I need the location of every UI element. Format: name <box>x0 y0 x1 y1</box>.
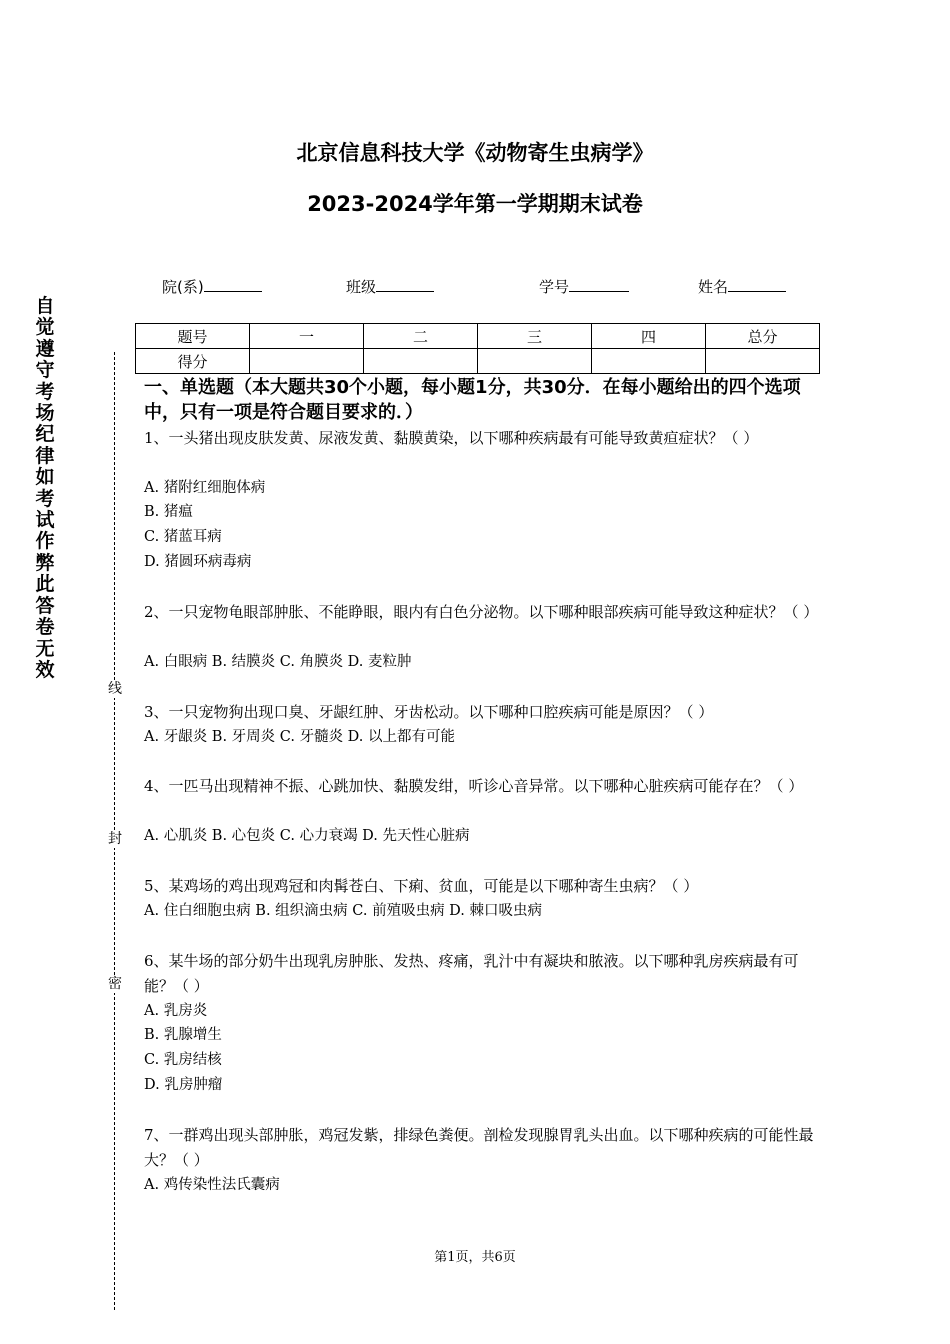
exam-title: 北京信息科技大学《动物寄生虫病学》 <box>296 141 654 165</box>
department-field <box>162 276 262 297</box>
question-3-options: A. 牙龈炎 B. 牙周炎 C. 牙髓炎 D. 以上都有可能 <box>144 729 456 745</box>
student-id-label: 学号 <box>539 278 570 296</box>
question-2-options: A. 白眼病 B. 结膜炎 C. 角膜炎 D. 麦粒肿 <box>144 654 412 670</box>
page-number: 第1页，共6页 <box>434 1250 516 1265</box>
seal-char-xian: 线 <box>108 681 122 697</box>
seal-char-mi: 密 <box>108 976 122 992</box>
question-1-option-b: B. 猪瘟 <box>144 504 193 520</box>
department-blank[interactable] <box>204 277 262 292</box>
seal-char-feng: 封 <box>108 831 122 847</box>
score-table <box>135 323 820 374</box>
question-3-text: 3、一只宠物狗出现口臭、牙龈红肿、牙齿松动。以下哪种口腔疾病可能是原因？（ ） <box>144 703 714 721</box>
student-id-blank[interactable] <box>569 277 629 292</box>
question-1-option-a: A. 猪附红细胞体病 <box>144 480 266 496</box>
sidebar-notice: 自觉遵守考场纪律如考试作弊此答卷无效 <box>35 295 55 681</box>
score-header-cell: 四 <box>592 324 706 349</box>
score-header-cell: 二 <box>364 324 478 349</box>
score-row-label: 得分 <box>136 349 250 374</box>
question-5-text: 5、某鸡场的鸡出现鸡冠和肉髯苍白、下痢、贫血，可能是以下哪种寄生虫病？（ ） <box>144 877 699 895</box>
question-1-text: 1、一头猪出现皮肤发黄、尿液发黄、黏膜黄染，以下哪种疾病最有可能导致黄疸症状？（ ） <box>144 429 759 447</box>
question-7-text: 7、一群鸡出现头部肿胀，鸡冠发紫，排绿色粪便。剖检发现腺胃乳头出血。以下哪种疾病的可能性最大？（ ） <box>144 1126 814 1169</box>
class-label: 班级 <box>346 278 377 296</box>
question-4-options: A. 心肌炎 B. 心包炎 C. 心力衰竭 D. 先天性心脏病 <box>144 828 470 844</box>
score-table-header-row <box>136 324 820 349</box>
question-6-option-c: C. 乳房结核 <box>144 1052 222 1068</box>
score-cell[interactable] <box>706 349 820 374</box>
exam-subtitle: 2023-2024学年第一学期期末试卷 <box>307 192 643 216</box>
score-table-score-row <box>136 349 820 374</box>
question-2-text: 2、一只宠物龟眼部肿胀、不能睁眼，眼内有白色分泌物。以下哪种眼部疾病可能导致这种症状？（ ） <box>144 603 819 621</box>
score-header-cell: 三 <box>478 324 592 349</box>
score-header-cell: 总分 <box>706 324 820 349</box>
name-label: 姓名 <box>698 278 729 296</box>
score-cell[interactable] <box>592 349 706 374</box>
question-6-text: 6、某牛场的部分奶牛出现乳房肿胀、发热、疼痛，乳汁中有凝块和脓液。以下哪种乳房疾病最有可能？（ ） <box>144 952 799 995</box>
name-field <box>698 276 786 297</box>
question-1-option-d: D. 猪圆环病毒病 <box>144 554 252 570</box>
student-id-field <box>539 276 629 297</box>
class-field <box>346 276 434 297</box>
department-label: 院(系) <box>162 278 204 296</box>
question-6-option-d: D. 乳房肿瘤 <box>144 1077 223 1093</box>
question-6-option-b: B. 乳腺增生 <box>144 1027 222 1043</box>
question-6-option-a: A. 乳房炎 <box>144 1003 208 1019</box>
question-1-option-c: C. 猪蓝耳病 <box>144 529 222 545</box>
question-7-option-a: A. 鸡传染性法氏囊病 <box>144 1177 280 1193</box>
score-header-cell: 题号 <box>136 324 250 349</box>
score-cell[interactable] <box>364 349 478 374</box>
class-blank[interactable] <box>376 277 434 292</box>
question-4-text: 4、一匹马出现精神不振、心跳加快、黏膜发绀，听诊心音异常。以下哪种心脏疾病可能存在？（ ） <box>144 777 804 795</box>
score-cell[interactable] <box>250 349 364 374</box>
score-header-cell: 一 <box>250 324 364 349</box>
section-heading: 一、单选题（本大题共30个小题，每小题1分，共30分．在每小题给出的四个选项中，只有一项是符合题目要求的．） <box>144 377 801 423</box>
score-cell[interactable] <box>478 349 592 374</box>
name-blank[interactable] <box>728 277 786 292</box>
question-5-options: A. 住白细胞虫病 B. 组织滴虫病 C. 前殖吸虫病 D. 棘口吸虫病 <box>144 903 543 919</box>
